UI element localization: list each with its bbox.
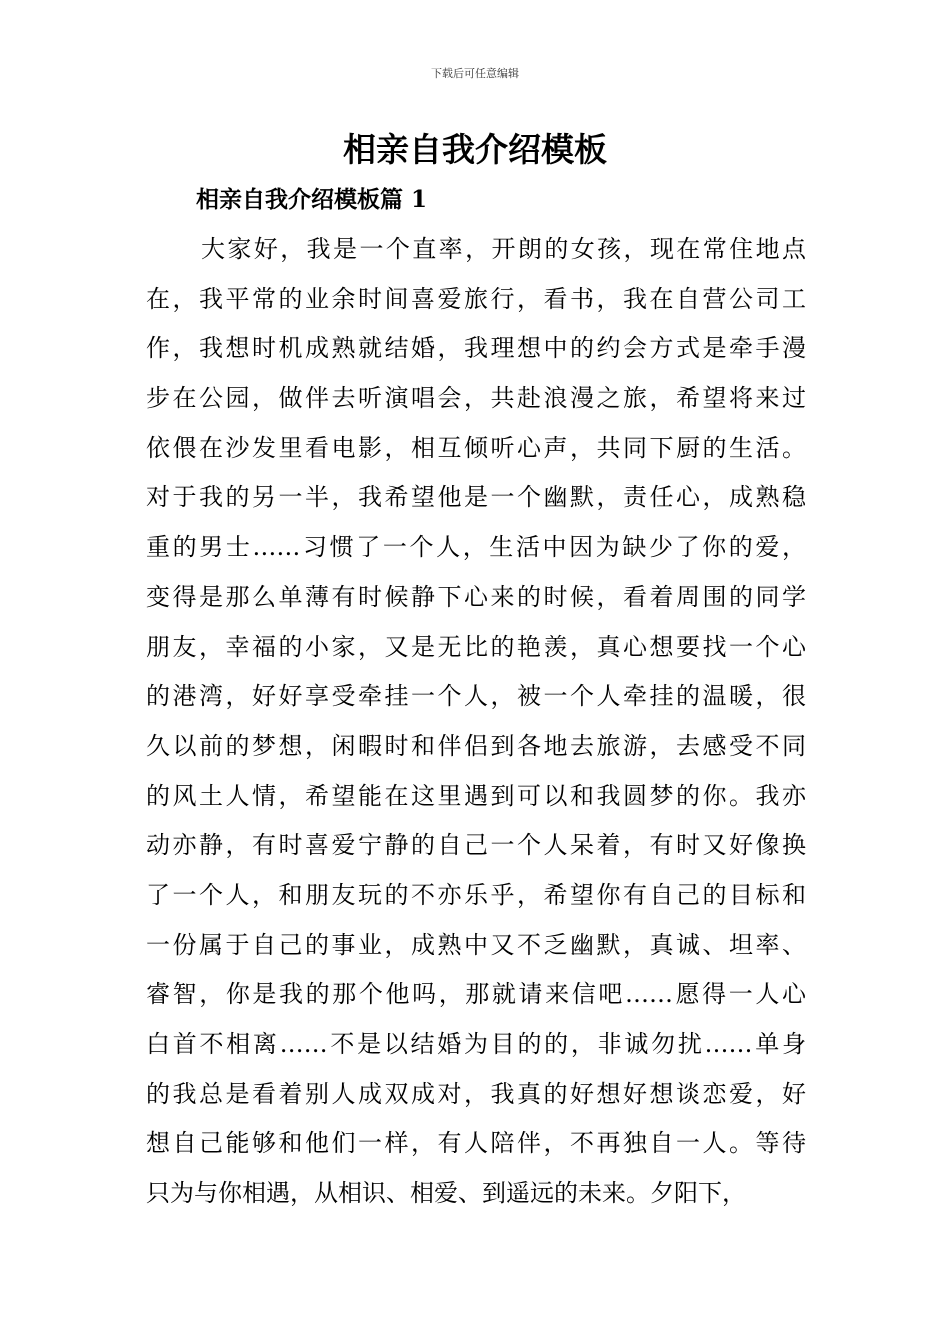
document-title: 相亲自我介绍模板	[343, 130, 607, 169]
paragraph-line: 在，我平常的业余时间喜爱旅行，看书，我在自营公司工	[146, 284, 806, 313]
body-paragraph	[146, 225, 806, 1219]
paragraph-line: 只为与你相遇，从相识、相爱、到遥远的未来。夕阳下，	[146, 1179, 746, 1208]
header-note: 下载后可任意编辑	[431, 67, 519, 80]
paragraph-line: 久以前的梦想，闲暇时和伴侣到各地去旅游，去感受不同	[146, 731, 806, 760]
paragraph-line: 作，我想时机成熟就结婚，我理想中的约会方式是牵手漫	[146, 334, 806, 363]
paragraph-line: 朋友，幸福的小家，又是无比的艳羡，真心想要找一个心	[146, 632, 806, 661]
paragraph-line: 了一个人，和朋友玩的不亦乐乎，希望你有自己的目标和	[146, 880, 806, 909]
paragraph-line: 的我总是看着别人成双成对，我真的好想好想谈恋爱，好	[146, 1079, 806, 1108]
paragraph-line: 睿智，你是我的那个他吗，那就请来信吧……愿得一人心	[146, 980, 806, 1009]
paragraph-line: 大家好，我是一个直率，开朗的女孩，现在常住地点	[201, 235, 806, 263]
paragraph-line: 的风土人情，希望能在这里遇到可以和我圆梦的你。我亦	[146, 781, 806, 810]
paragraph-line: 动亦静，有时喜爱宁静的自己一个人呆着，有时又好像换	[146, 831, 806, 860]
paragraph-line: 步在公园，做伴去听演唱会，共赴浪漫之旅，希望将来过	[146, 384, 806, 413]
paragraph-line: 想自己能够和他们一样，有人陪伴，不再独自一人。等待	[146, 1129, 806, 1158]
paragraph-line: 的港湾，好好享受牵挂一个人，被一个人牵挂的温暖，很	[146, 682, 806, 711]
section-heading: 相亲自我介绍模板篇 1	[196, 186, 428, 213]
paragraph-line: 对于我的另一半，我希望他是一个幽默，责任心，成熟稳	[146, 483, 806, 512]
paragraph-line: 依偎在沙发里看电影，相互倾听心声，共同下厨的生活。	[146, 433, 806, 462]
paragraph-line: 白首不相离……不是以结婚为目的的，非诚勿扰……单身	[146, 1030, 806, 1058]
paragraph-line: 变得是那么单薄有时候静下心来的时候，看着周围的同学	[146, 582, 806, 611]
paragraph-line: 一份属于自己的事业，成熟中又不乏幽默，真诚、坦率、	[146, 930, 806, 959]
paragraph-line: 重的男士……习惯了一个人，生活中因为缺少了你的爱，	[146, 533, 806, 562]
